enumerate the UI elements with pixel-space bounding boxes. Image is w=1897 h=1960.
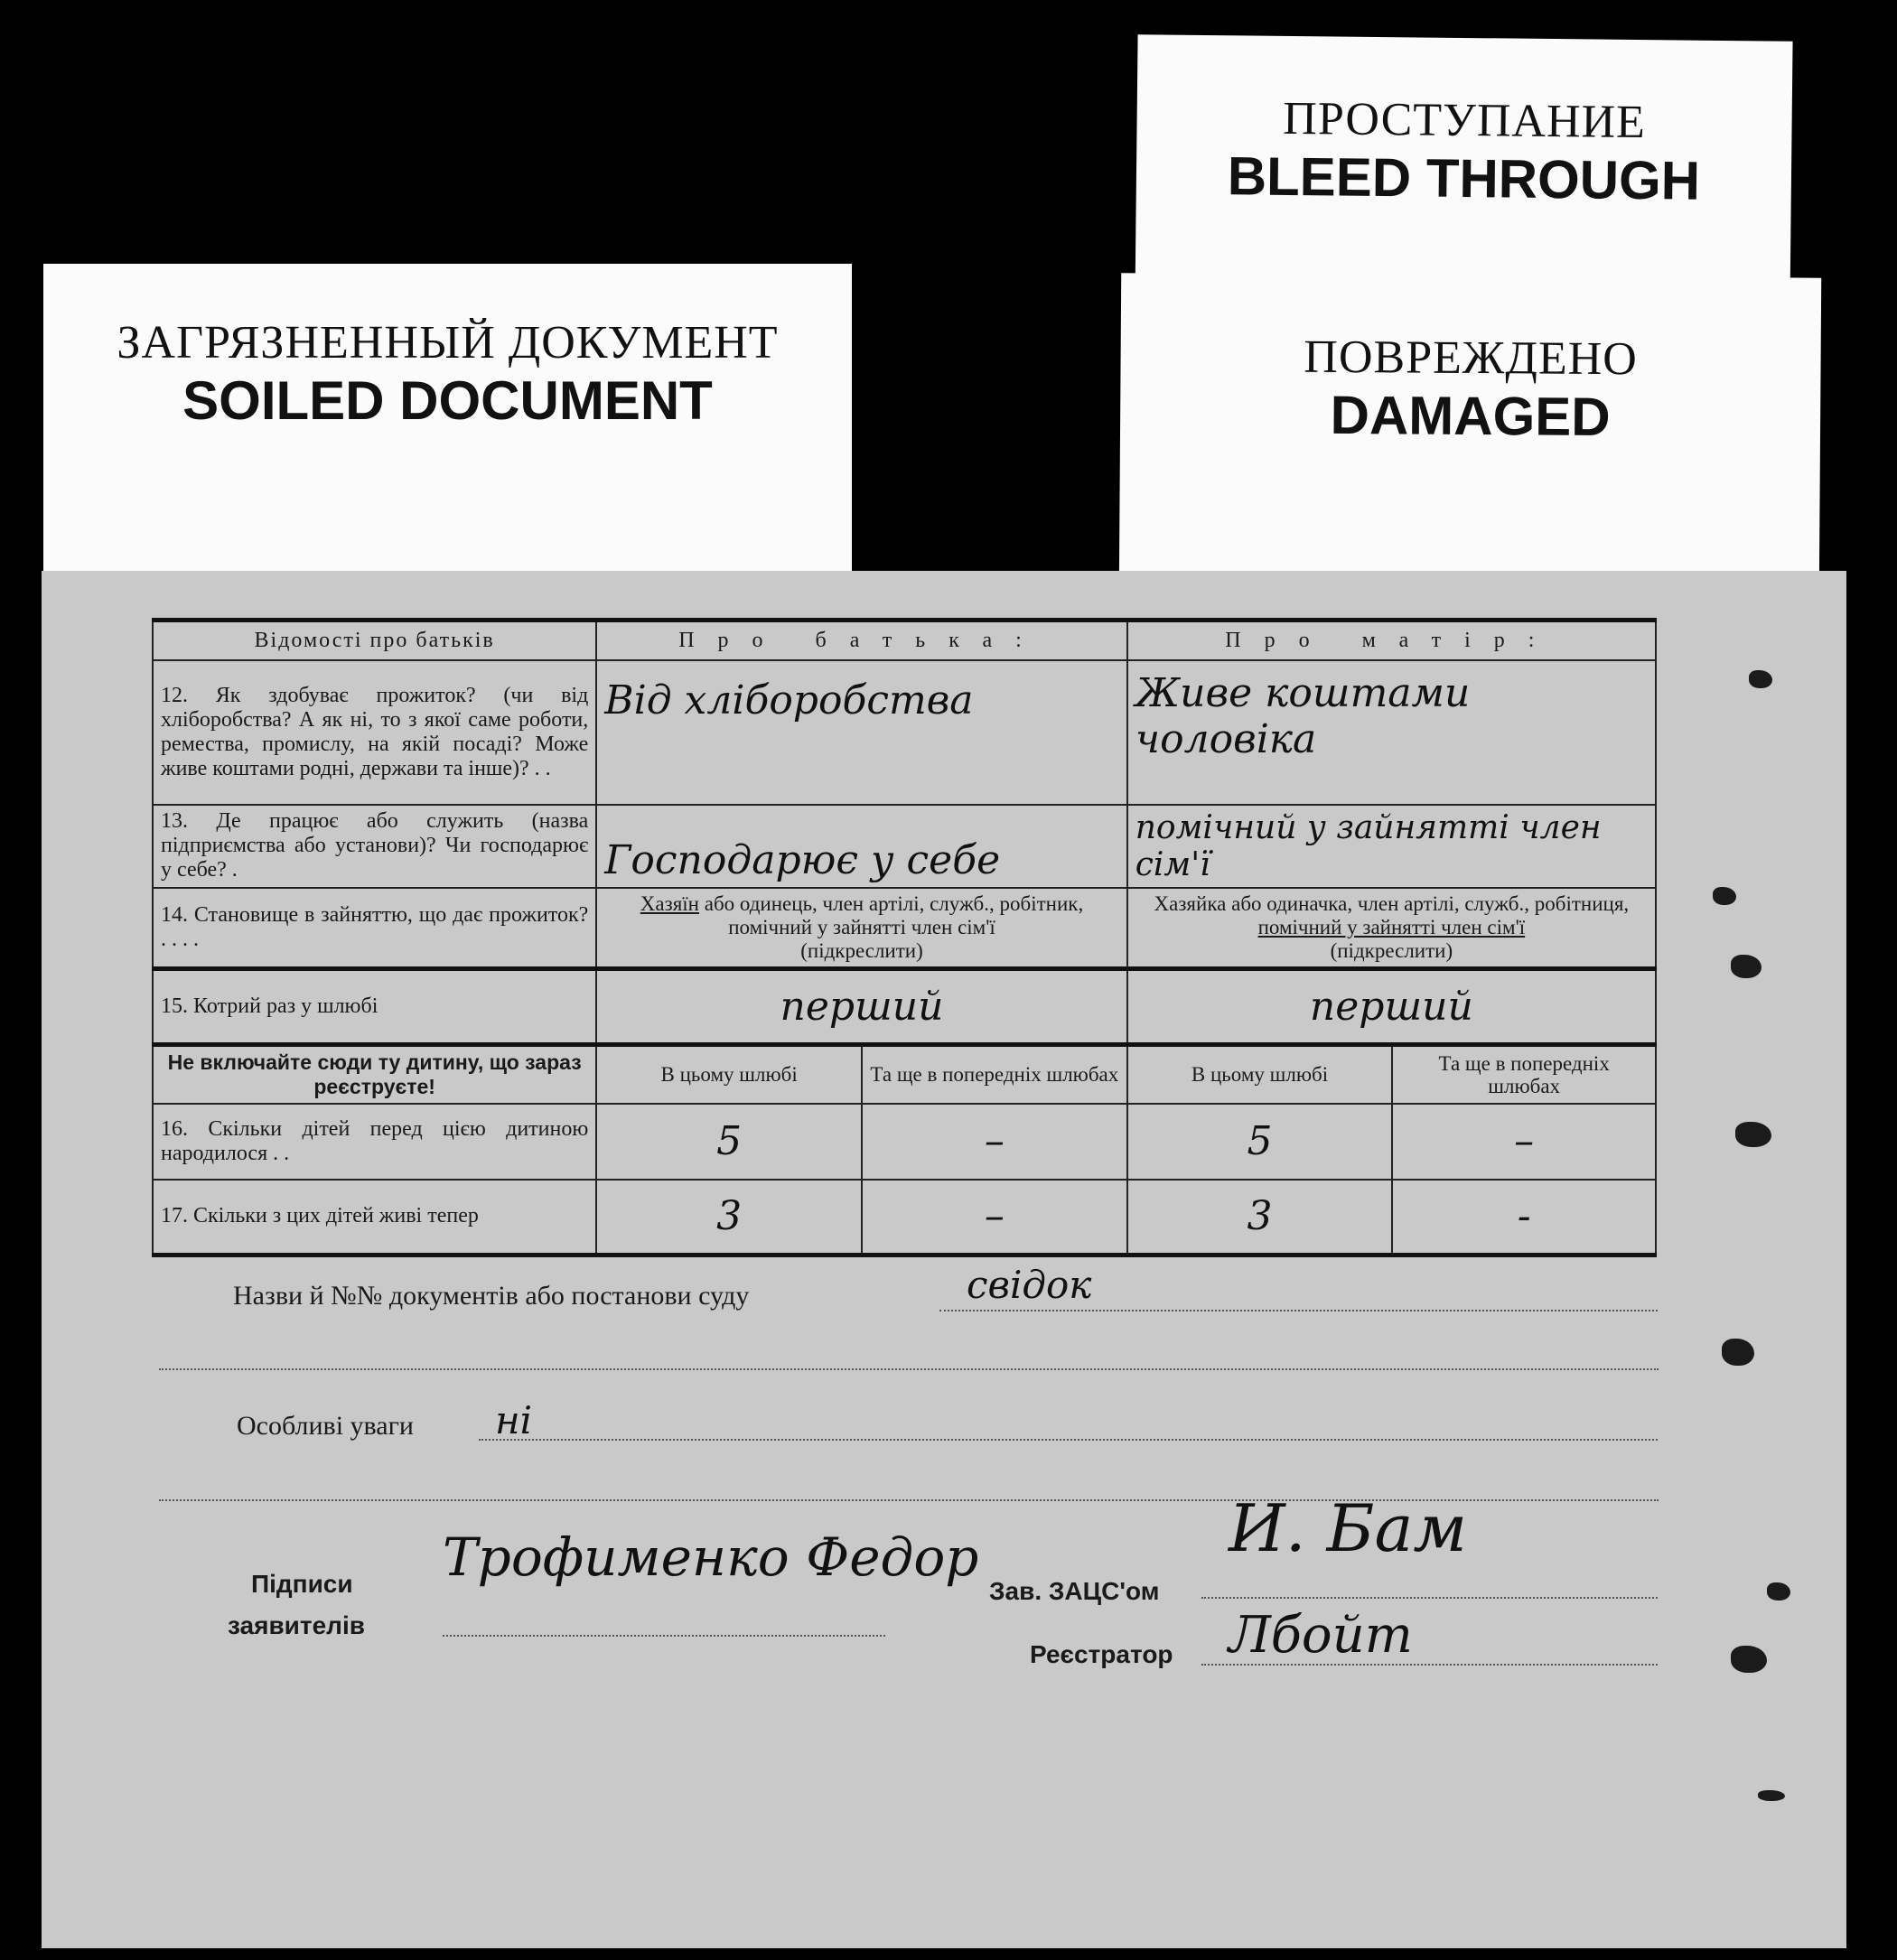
card-soiled-en: SOILED DOCUMENT <box>182 370 713 431</box>
father-previous-header: Та ще в попередніх шлюбах <box>862 1044 1127 1104</box>
card-soiled-ru: ЗАГРЯЗНЕННЫЙ ДОКУМЕНТ <box>117 317 779 369</box>
children-note: Не включайте сюди ту дитину, що зараз реєструєте! <box>153 1044 596 1104</box>
q12-father-answer: Від хліборобства <box>596 660 1126 805</box>
question-16: 16. Скільки дітей перед цією дитиною народилося . . <box>153 1104 596 1180</box>
card-bleed-en: BLEED THROUGH <box>1227 145 1701 211</box>
q15-father-answer: перший <box>596 968 1126 1044</box>
question-12: 12. Як здобуває прожиток? (чи від хліборобства? А як ні, то з якої саме роботи, ремества, промислу, на якій посаді? Може живе коштами родні, держави та інше)? . . <box>153 660 596 805</box>
applicant-signature: Трофименко Федор <box>443 1526 979 1588</box>
header-father: Про батька: <box>596 621 1126 660</box>
father-this-marriage-header: В цьому шлюбі <box>596 1044 862 1104</box>
applicant-sig-line <box>443 1635 885 1637</box>
q15-mother-answer: перший <box>1127 968 1656 1044</box>
q13-father-answer: Господарює у себе <box>596 805 1126 888</box>
q13-mother-answer: помічний у зайнятті член сім'ї <box>1127 805 1656 888</box>
q14-father-note: (підкреслити) <box>800 938 923 962</box>
header-mother: Про матір: <box>1127 621 1656 660</box>
q14-father-selected: Хазяїн <box>640 891 699 915</box>
registrar-sig-line <box>1201 1664 1658 1666</box>
q17-mother-previous: - <box>1392 1180 1656 1255</box>
q17-father-this: 3 <box>596 1180 862 1255</box>
q14-father-options <box>596 888 1126 969</box>
documents-value: свідок <box>967 1263 1092 1307</box>
head-sig-line <box>1201 1597 1658 1599</box>
zags-head-signature: И. Бам <box>1229 1490 1468 1566</box>
damage-hole <box>1758 1790 1785 1801</box>
remarks-label: Особливі уваги <box>237 1411 414 1441</box>
q16-father-previous: – <box>862 1104 1127 1180</box>
damage-hole <box>1731 1646 1767 1673</box>
damage-hole <box>1767 1582 1790 1601</box>
bleed-through-card <box>1135 34 1792 313</box>
question-15: 15. Котрий раз у шлюбі <box>153 968 596 1044</box>
q16-mother-this: 5 <box>1127 1104 1393 1180</box>
soiled-document-card <box>43 264 852 607</box>
documents-line-2 <box>159 1368 1659 1370</box>
q14-father-rest: або одинець, член артілі, служб., робітник, помічний у зайнятті член сім'ї <box>704 891 1084 938</box>
q14-mother-options <box>1127 888 1656 969</box>
mother-previous-header: Та ще в попередніх шлюбах <box>1392 1044 1656 1104</box>
q14-mother-selected: помічний у зайнятті член сім'ї <box>1257 915 1526 938</box>
registrar-signature: Лбойт <box>1229 1606 1413 1665</box>
applicants-label-1: Підписи <box>251 1570 353 1598</box>
damage-hole <box>1731 955 1762 978</box>
damage-hole <box>1722 1339 1754 1366</box>
q16-father-this: 5 <box>596 1104 862 1180</box>
applicants-label-2: заявителів <box>228 1611 365 1639</box>
parents-info-table <box>152 618 1657 1257</box>
registrar-label: Реєстратор <box>1030 1640 1173 1668</box>
damage-hole <box>1735 1122 1771 1147</box>
mother-this-marriage-header: В цьому шлюбі <box>1127 1044 1393 1104</box>
q14-mother-note: (підкреслити) <box>1330 938 1453 962</box>
q17-mother-this: 3 <box>1127 1180 1393 1255</box>
damage-hole <box>1749 670 1772 688</box>
q12-mother-answer: Живе коштами чоловіка <box>1127 660 1656 805</box>
damage-hole <box>1713 887 1736 905</box>
documents-line <box>939 1310 1658 1311</box>
damaged-card <box>1119 273 1821 598</box>
documents-label: Назви й №№ документів або постанови суду <box>233 1281 750 1311</box>
card-bleed-ru: ПРОСТУПАНИЕ <box>1283 92 1647 149</box>
card-damaged-en: DAMAGED <box>1330 384 1611 448</box>
zags-head-label: Зав. ЗАЦС'ом <box>989 1577 1160 1605</box>
question-13: 13. Де працює або служить (назва підприємства або установи)? Чи господарює у себе? . <box>153 805 596 888</box>
card-damaged-ru: ПОВРЕЖДЕНО <box>1304 331 1638 386</box>
q14-mother-opts: Хазяйка або одиначка, член артілі, служб., робітниця, <box>1154 891 1630 915</box>
q16-mother-previous: – <box>1392 1104 1656 1180</box>
remarks-line <box>479 1439 1658 1441</box>
question-14: 14. Становище в зайняттю, що дає прожиток? . . . . <box>153 888 596 969</box>
q17-father-previous: – <box>862 1180 1127 1255</box>
remarks-value: ні <box>495 1398 533 1442</box>
question-17: 17. Скільки з цих дітей живі тепер <box>153 1180 596 1255</box>
header-label: Відомості про батьків <box>153 621 596 660</box>
